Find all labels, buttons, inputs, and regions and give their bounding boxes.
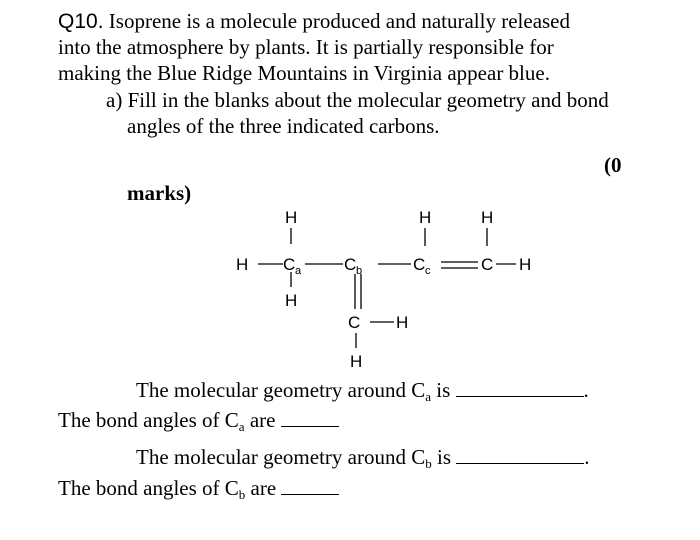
- geometry-ca-subscript: a: [425, 389, 432, 404]
- angles-cb-line: [58, 476, 339, 500]
- angles-ca-suffix: are: [244, 408, 276, 432]
- geometry-cb-blank[interactable]: [456, 445, 584, 464]
- geometry-ca-blank[interactable]: [456, 378, 584, 397]
- points-close: marks): [127, 181, 192, 205]
- question-intro-line-3: making the Blue Ridge Mountains in Virginia appear blue.: [58, 61, 550, 85]
- part-a-line-1: a) Fill in the blanks about the molecular geometry and bond: [106, 88, 609, 112]
- atom-h-methylene-bottom: H: [350, 352, 363, 371]
- geometry-cb-period: .: [584, 445, 590, 469]
- angles-ca-blank[interactable]: [281, 408, 339, 427]
- question-intro-line-2: into the atmosphere by plants. It is partially responsible for: [58, 35, 554, 59]
- geometry-cb-line: [136, 445, 590, 469]
- geometry-ca-prefix: The molecular geometry around C: [136, 378, 426, 402]
- atom-h-methylene-right: H: [396, 313, 409, 332]
- atom-c-methylene: C: [348, 313, 361, 332]
- angles-cb-subscript: b: [238, 487, 246, 502]
- geometry-cb-suffix: is: [431, 445, 451, 469]
- atom-cc-subscript: c: [425, 265, 431, 277]
- angles-cb-suffix: are: [245, 476, 277, 500]
- points-open: (0: [604, 153, 622, 177]
- atom-cb: C: [344, 255, 357, 274]
- atom-h-terminal-top: H: [481, 208, 494, 227]
- question-number: Q10.: [58, 10, 104, 33]
- atom-h-cc-top: H: [419, 208, 432, 227]
- atom-ca-subscript: a: [295, 265, 302, 277]
- angles-cb-blank[interactable]: [281, 476, 339, 495]
- atom-h-terminal-right: H: [519, 255, 532, 274]
- geometry-cb-prefix: The molecular geometry around C: [136, 445, 426, 469]
- geometry-ca-line: [136, 378, 589, 402]
- angles-ca-line: [58, 408, 339, 432]
- atom-h-left: H: [236, 255, 249, 274]
- angles-ca-prefix: The bond angles of C: [58, 408, 239, 432]
- geometry-ca-period: .: [583, 378, 589, 402]
- atom-h-ca-top: H: [285, 208, 298, 227]
- angles-ca-subscript: a: [238, 419, 245, 434]
- angles-cb-prefix: The bond angles of C: [58, 476, 239, 500]
- atom-ca: C: [283, 255, 296, 274]
- geometry-ca-suffix: is: [431, 378, 451, 402]
- atom-cb-subscript: b: [356, 265, 363, 277]
- part-a-line-2: angles of the three indicated carbons.: [127, 114, 440, 138]
- atom-c-terminal: C: [481, 255, 494, 274]
- atom-h-ca-bottom: H: [285, 291, 298, 310]
- geometry-cb-subscript: b: [425, 456, 432, 471]
- atom-cc: C: [413, 255, 426, 274]
- intro-text-1: Isoprene is a molecule produced and naturally released: [103, 9, 571, 33]
